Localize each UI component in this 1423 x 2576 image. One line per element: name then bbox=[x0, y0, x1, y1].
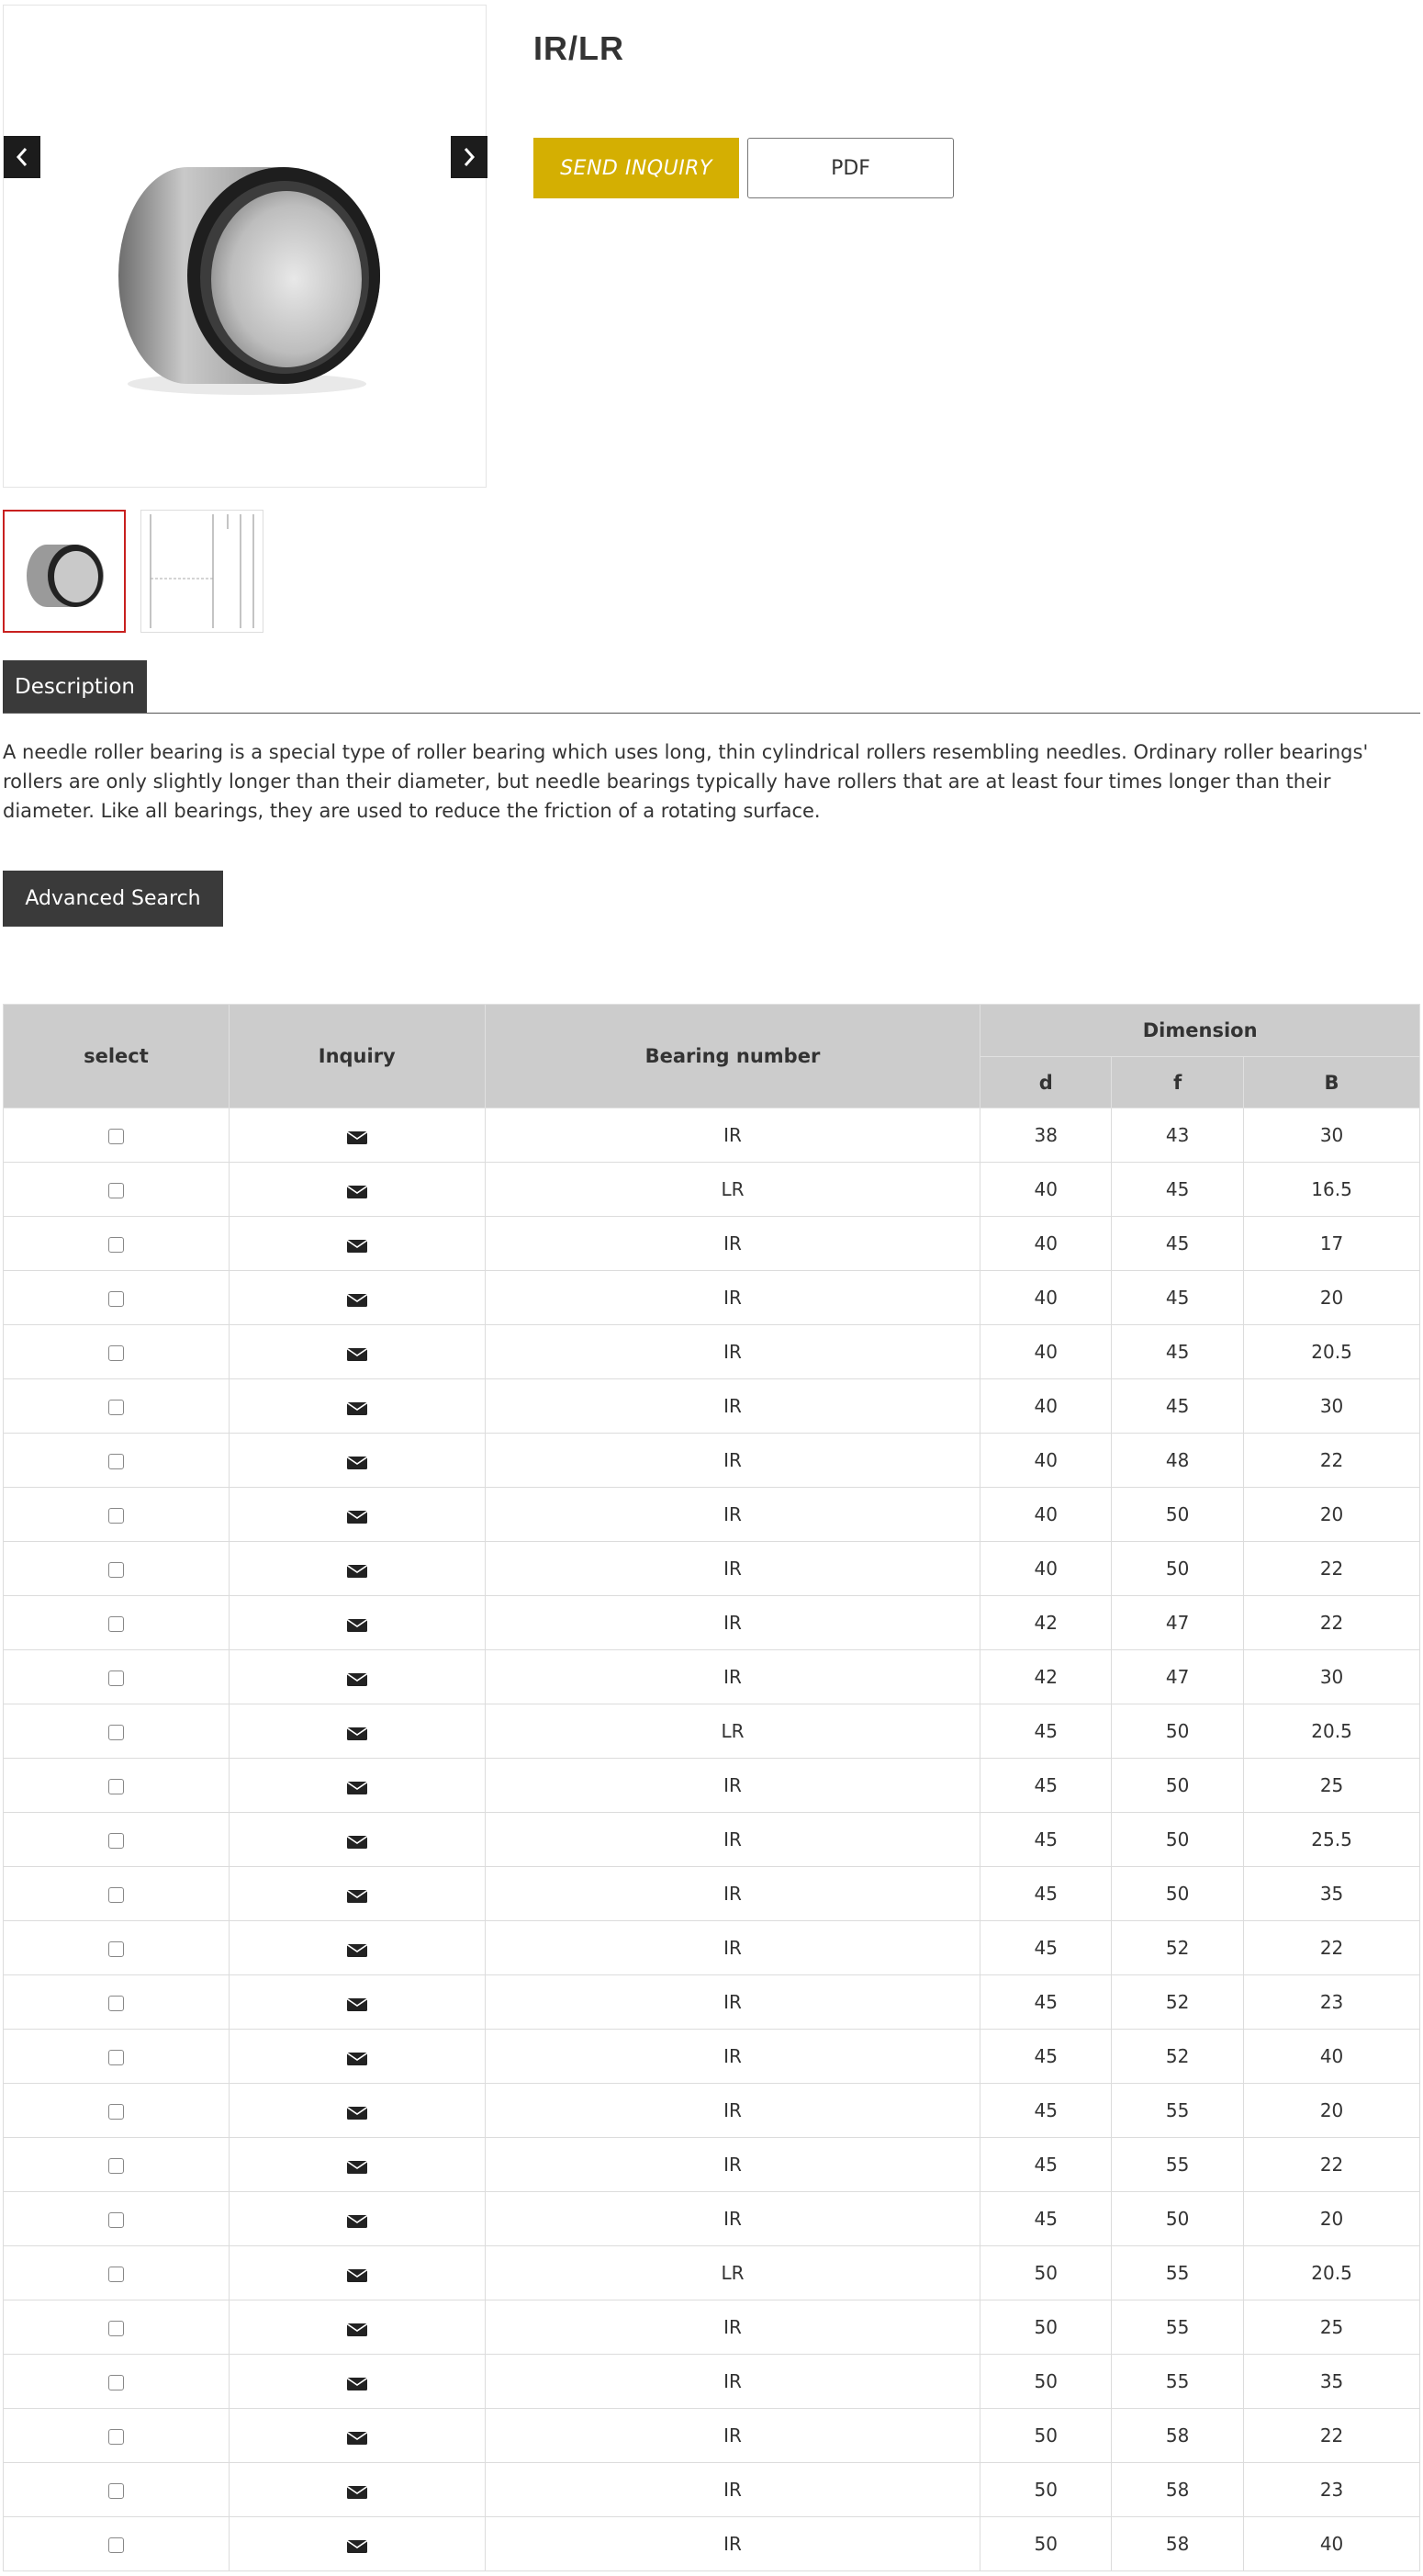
bearing-number-cell[interactable]: IR bbox=[485, 1596, 980, 1650]
dimension-B-cell: 22 bbox=[1244, 2138, 1420, 2192]
inquiry-cell bbox=[229, 1542, 485, 1596]
dimension-B-cell: 16.5 bbox=[1244, 1163, 1420, 1217]
dimension-B-cell: 30 bbox=[1244, 1379, 1420, 1434]
pdf-button[interactable]: PDF bbox=[747, 138, 954, 198]
row-select-checkbox[interactable] bbox=[108, 1345, 124, 1361]
table-row bbox=[4, 1975, 1420, 2030]
tab-description[interactable]: Description bbox=[3, 660, 147, 713]
thumbnail-bearing-photo[interactable] bbox=[3, 510, 126, 633]
row-select-checkbox[interactable] bbox=[108, 1833, 124, 1849]
dimension-B-cell: 30 bbox=[1244, 1650, 1420, 1704]
select-cell bbox=[4, 2084, 230, 2138]
header-d: d bbox=[980, 1057, 1112, 1108]
select-cell bbox=[4, 1813, 230, 1867]
inquiry-cell bbox=[229, 2300, 485, 2355]
bearing-table bbox=[3, 1004, 1420, 2571]
dimension-f-cell: 55 bbox=[1112, 2084, 1244, 2138]
select-cell bbox=[4, 1488, 230, 1542]
description-text: A needle roller bearing is a special type of roller bearing which uses long, thin cylindrical rollers resembling needles. Ordinary roller bearings' rollers are only slightly longer than their diameter, but needle bearings typically have rollers that are at least four times longer than their diameter. Like all bearings, they are used to reduce the friction of a rotating surface. bbox=[3, 741, 1369, 822]
table-row bbox=[4, 2517, 1420, 2571]
inquiry-cell bbox=[229, 1271, 485, 1325]
select-cell bbox=[4, 2030, 230, 2084]
dimension-B-cell: 22 bbox=[1244, 2409, 1420, 2463]
bearing-number-cell[interactable]: IR bbox=[485, 1813, 980, 1867]
mail-icon[interactable] bbox=[347, 1292, 367, 1307]
dimension-d-cell: 42 bbox=[980, 1596, 1112, 1650]
table-row bbox=[4, 2138, 1420, 2192]
dimension-B-cell: 25 bbox=[1244, 2300, 1420, 2355]
dimension-f-cell: 45 bbox=[1112, 1217, 1244, 1271]
inquiry-cell bbox=[229, 1921, 485, 1975]
mail-icon[interactable] bbox=[347, 1671, 367, 1686]
dimension-B-cell: 22 bbox=[1244, 1921, 1420, 1975]
mail-icon[interactable] bbox=[347, 2322, 367, 2336]
mail-icon[interactable] bbox=[347, 2484, 367, 2499]
row-select-checkbox[interactable] bbox=[108, 2212, 124, 2228]
select-cell bbox=[4, 1759, 230, 1813]
dimension-d-cell: 40 bbox=[980, 1271, 1112, 1325]
select-cell bbox=[4, 1163, 230, 1217]
select-cell bbox=[4, 1271, 230, 1325]
header-dimension: Dimension bbox=[980, 1005, 1420, 1057]
select-cell bbox=[4, 1704, 230, 1759]
mail-icon[interactable] bbox=[347, 1184, 367, 1198]
dimension-d-cell: 45 bbox=[980, 1975, 1112, 2030]
advanced-search-button[interactable]: Advanced Search bbox=[3, 871, 223, 927]
dimension-f-cell: 47 bbox=[1112, 1596, 1244, 1650]
bearing-number-cell[interactable]: IR bbox=[485, 1975, 980, 2030]
inquiry-cell bbox=[229, 2246, 485, 2300]
select-cell bbox=[4, 1542, 230, 1596]
dimension-d-cell: 40 bbox=[980, 1488, 1112, 1542]
row-select-checkbox[interactable] bbox=[108, 1291, 124, 1307]
dimension-B-cell: 20 bbox=[1244, 2084, 1420, 2138]
dimension-d-cell: 38 bbox=[980, 1108, 1112, 1163]
dimension-f-cell: 52 bbox=[1112, 1975, 1244, 2030]
row-select-checkbox[interactable] bbox=[108, 2158, 124, 2174]
dimension-d-cell: 45 bbox=[980, 2192, 1112, 2246]
dimension-f-cell: 50 bbox=[1112, 1867, 1244, 1921]
header-f: f bbox=[1112, 1057, 1244, 1108]
page-title: IR/LR bbox=[533, 29, 624, 67]
select-cell bbox=[4, 2355, 230, 2409]
mail-icon[interactable] bbox=[347, 1509, 367, 1524]
mail-icon[interactable] bbox=[347, 1834, 367, 1849]
row-select-checkbox[interactable] bbox=[108, 1670, 124, 1686]
row-select-checkbox[interactable] bbox=[108, 2104, 124, 2120]
description-tab-bar bbox=[3, 660, 1420, 714]
table-row bbox=[4, 2246, 1420, 2300]
select-cell bbox=[4, 2192, 230, 2246]
bearing-thumbnail-image bbox=[5, 512, 124, 631]
dimension-f-cell: 50 bbox=[1112, 1759, 1244, 1813]
bearing-number-cell[interactable]: IR bbox=[485, 2463, 980, 2517]
inquiry-cell bbox=[229, 2192, 485, 2246]
dimension-d-cell: 45 bbox=[980, 1867, 1112, 1921]
mail-icon[interactable] bbox=[347, 1563, 367, 1578]
dimension-f-cell: 55 bbox=[1112, 2246, 1244, 2300]
row-select-checkbox[interactable] bbox=[108, 1941, 124, 1957]
bearing-number-cell[interactable]: LR bbox=[485, 2246, 980, 2300]
dimension-B-cell: 20.5 bbox=[1244, 1325, 1420, 1379]
dimension-d-cell: 45 bbox=[980, 2084, 1112, 2138]
chevron-right-icon bbox=[462, 147, 476, 167]
header-inquiry: Inquiry bbox=[229, 1005, 485, 1108]
row-select-checkbox[interactable] bbox=[108, 2321, 124, 2336]
dimension-d-cell: 50 bbox=[980, 2300, 1112, 2355]
bearing-image bbox=[4, 6, 486, 487]
inquiry-cell bbox=[229, 2517, 485, 2571]
dimension-B-cell: 20.5 bbox=[1244, 2246, 1420, 2300]
dimension-B-cell: 20 bbox=[1244, 1488, 1420, 1542]
mail-icon[interactable] bbox=[347, 1942, 367, 1957]
dimension-d-cell: 45 bbox=[980, 1813, 1112, 1867]
table-row bbox=[4, 1759, 1420, 1813]
inquiry-cell bbox=[229, 1325, 485, 1379]
bearing-number-cell[interactable]: IR bbox=[485, 1434, 980, 1488]
inquiry-cell bbox=[229, 1379, 485, 1434]
bearing-number-cell[interactable]: IR bbox=[485, 1271, 980, 1325]
mail-icon[interactable] bbox=[347, 1997, 367, 2011]
table-row bbox=[4, 1867, 1420, 1921]
mail-icon[interactable] bbox=[347, 2267, 367, 2282]
mail-icon[interactable] bbox=[347, 1780, 367, 1794]
dimension-f-cell: 50 bbox=[1112, 1542, 1244, 1596]
bearing-number-cell[interactable]: IR bbox=[485, 1217, 980, 1271]
row-select-checkbox[interactable] bbox=[108, 1183, 124, 1198]
bearing-number-cell[interactable]: IR bbox=[485, 2138, 980, 2192]
dimension-B-cell: 35 bbox=[1244, 1867, 1420, 1921]
select-cell bbox=[4, 1596, 230, 1650]
bearing-number-cell[interactable]: LR bbox=[485, 1163, 980, 1217]
select-cell bbox=[4, 1867, 230, 1921]
bearing-number-cell[interactable]: IR bbox=[485, 2300, 980, 2355]
bearing-number-cell[interactable]: IR bbox=[485, 1650, 980, 1704]
bearing-number-cell[interactable]: IR bbox=[485, 2030, 980, 2084]
mail-icon[interactable] bbox=[347, 1400, 367, 1415]
dimension-f-cell: 45 bbox=[1112, 1271, 1244, 1325]
mail-icon[interactable] bbox=[347, 2430, 367, 2445]
table-row bbox=[4, 1813, 1420, 1867]
dimension-f-cell: 45 bbox=[1112, 1163, 1244, 1217]
bearing-number-cell[interactable]: IR bbox=[485, 1379, 980, 1434]
table-row bbox=[4, 1542, 1420, 1596]
dimension-d-cell: 50 bbox=[980, 2463, 1112, 2517]
inquiry-cell bbox=[229, 1704, 485, 1759]
inquiry-cell bbox=[229, 1650, 485, 1704]
inquiry-cell bbox=[229, 2463, 485, 2517]
dimension-B-cell: 23 bbox=[1244, 2463, 1420, 2517]
chevron-left-icon bbox=[15, 147, 29, 167]
bearing-number-cell[interactable]: IR bbox=[485, 2409, 980, 2463]
table-row bbox=[4, 1271, 1420, 1325]
table-row bbox=[4, 1379, 1420, 1434]
dimension-f-cell: 55 bbox=[1112, 2138, 1244, 2192]
header-select: select bbox=[4, 1005, 230, 1108]
dimension-d-cell: 45 bbox=[980, 2138, 1112, 2192]
dimension-f-cell: 45 bbox=[1112, 1325, 1244, 1379]
table-row bbox=[4, 2300, 1420, 2355]
inquiry-cell bbox=[229, 2138, 485, 2192]
dimension-d-cell: 50 bbox=[980, 2517, 1112, 2571]
dimension-f-cell: 58 bbox=[1112, 2409, 1244, 2463]
thumbnail-bearing-drawing[interactable] bbox=[140, 510, 263, 633]
dimension-f-cell: 55 bbox=[1112, 2300, 1244, 2355]
table-row bbox=[4, 2084, 1420, 2138]
row-select-checkbox[interactable] bbox=[108, 2483, 124, 2499]
dimension-f-cell: 50 bbox=[1112, 2192, 1244, 2246]
select-cell bbox=[4, 1975, 230, 2030]
bearing-number-cell[interactable]: IR bbox=[485, 2355, 980, 2409]
row-select-checkbox[interactable] bbox=[108, 1129, 124, 1144]
dimension-d-cell: 45 bbox=[980, 1704, 1112, 1759]
inquiry-cell bbox=[229, 1596, 485, 1650]
header-B: B bbox=[1244, 1057, 1420, 1108]
bearing-number-cell[interactable]: IR bbox=[485, 1542, 980, 1596]
row-select-checkbox[interactable] bbox=[108, 1725, 124, 1740]
bearing-number-cell[interactable]: IR bbox=[485, 1488, 980, 1542]
technical-drawing-image bbox=[141, 511, 263, 632]
dimension-f-cell: 45 bbox=[1112, 1379, 1244, 1434]
select-cell bbox=[4, 1325, 230, 1379]
row-select-checkbox[interactable] bbox=[108, 2375, 124, 2390]
dimension-f-cell: 47 bbox=[1112, 1650, 1244, 1704]
dimension-d-cell: 40 bbox=[980, 1542, 1112, 1596]
bearing-number-cell[interactable]: IR bbox=[485, 1108, 980, 1163]
bearing-number-cell[interactable]: IR bbox=[485, 2192, 980, 2246]
inquiry-cell bbox=[229, 1434, 485, 1488]
table-row bbox=[4, 1921, 1420, 1975]
row-select-checkbox[interactable] bbox=[108, 1779, 124, 1794]
select-cell bbox=[4, 1921, 230, 1975]
mail-icon[interactable] bbox=[347, 1455, 367, 1469]
mail-icon[interactable] bbox=[347, 1617, 367, 1632]
dimension-f-cell: 50 bbox=[1112, 1813, 1244, 1867]
send-inquiry-button[interactable]: SEND INQUIRY bbox=[533, 138, 739, 198]
select-cell bbox=[4, 2138, 230, 2192]
dimension-B-cell: 22 bbox=[1244, 1596, 1420, 1650]
inquiry-cell bbox=[229, 1867, 485, 1921]
bearing-number-cell[interactable]: LR bbox=[485, 1704, 980, 1759]
inquiry-cell bbox=[229, 1813, 485, 1867]
mail-icon[interactable] bbox=[347, 2538, 367, 2553]
dimension-d-cell: 50 bbox=[980, 2409, 1112, 2463]
dimension-f-cell: 58 bbox=[1112, 2463, 1244, 2517]
row-select-checkbox[interactable] bbox=[108, 1508, 124, 1524]
mail-icon[interactable] bbox=[347, 1888, 367, 1903]
table-row bbox=[4, 1163, 1420, 1217]
dimension-f-cell: 50 bbox=[1112, 1488, 1244, 1542]
dimension-B-cell: 30 bbox=[1244, 1108, 1420, 1163]
row-select-checkbox[interactable] bbox=[108, 2537, 124, 2553]
inquiry-cell bbox=[229, 2030, 485, 2084]
bearing-number-cell[interactable]: IR bbox=[485, 1921, 980, 1975]
select-cell bbox=[4, 2246, 230, 2300]
dimension-d-cell: 40 bbox=[980, 1163, 1112, 1217]
mail-icon[interactable] bbox=[347, 1238, 367, 1253]
table-row bbox=[4, 2409, 1420, 2463]
dimension-B-cell: 25.5 bbox=[1244, 1813, 1420, 1867]
dimension-d-cell: 40 bbox=[980, 1217, 1112, 1271]
dimension-d-cell: 40 bbox=[980, 1434, 1112, 1488]
inquiry-cell bbox=[229, 1488, 485, 1542]
row-select-checkbox[interactable] bbox=[108, 1996, 124, 2011]
thumbnail-strip bbox=[3, 510, 263, 633]
select-cell bbox=[4, 1108, 230, 1163]
dimension-B-cell: 22 bbox=[1244, 1542, 1420, 1596]
inquiry-cell bbox=[229, 1217, 485, 1271]
table-row bbox=[4, 1325, 1420, 1379]
dimension-d-cell: 40 bbox=[980, 1325, 1112, 1379]
dimension-f-cell: 48 bbox=[1112, 1434, 1244, 1488]
dimension-B-cell: 25 bbox=[1244, 1759, 1420, 1813]
dimension-B-cell: 40 bbox=[1244, 2030, 1420, 2084]
inquiry-cell bbox=[229, 2409, 485, 2463]
select-cell bbox=[4, 2517, 230, 2571]
mail-icon[interactable] bbox=[347, 2051, 367, 2065]
mail-icon[interactable] bbox=[347, 2213, 367, 2228]
dimension-d-cell: 45 bbox=[980, 2030, 1112, 2084]
mail-icon[interactable] bbox=[347, 1346, 367, 1361]
table-row bbox=[4, 2192, 1420, 2246]
mail-icon[interactable] bbox=[347, 2159, 367, 2174]
dimension-d-cell: 45 bbox=[980, 1759, 1112, 1813]
dimension-d-cell: 45 bbox=[980, 1921, 1112, 1975]
dimension-d-cell: 42 bbox=[980, 1650, 1112, 1704]
row-select-checkbox[interactable] bbox=[108, 2429, 124, 2445]
row-select-checkbox[interactable] bbox=[108, 1454, 124, 1469]
dimension-B-cell: 35 bbox=[1244, 2355, 1420, 2409]
row-select-checkbox[interactable] bbox=[108, 2050, 124, 2065]
product-gallery bbox=[3, 5, 487, 488]
dimension-B-cell: 20 bbox=[1244, 2192, 1420, 2246]
inquiry-cell bbox=[229, 1108, 485, 1163]
select-cell bbox=[4, 1434, 230, 1488]
dimension-d-cell: 40 bbox=[980, 1379, 1112, 1434]
dimension-d-cell: 50 bbox=[980, 2355, 1112, 2409]
row-select-checkbox[interactable] bbox=[108, 1887, 124, 1903]
table-row bbox=[4, 2355, 1420, 2409]
row-select-checkbox[interactable] bbox=[108, 2267, 124, 2282]
dimension-B-cell: 40 bbox=[1244, 2517, 1420, 2571]
bearing-number-cell[interactable]: IR bbox=[485, 1759, 980, 1813]
dimension-d-cell: 50 bbox=[980, 2246, 1112, 2300]
dimension-f-cell: 52 bbox=[1112, 1921, 1244, 1975]
select-cell bbox=[4, 2463, 230, 2517]
table-body bbox=[4, 1108, 1420, 2571]
dimension-f-cell: 55 bbox=[1112, 2355, 1244, 2409]
inquiry-cell bbox=[229, 1759, 485, 1813]
row-select-checkbox[interactable] bbox=[108, 1562, 124, 1578]
bearing-number-cell[interactable]: IR bbox=[485, 1867, 980, 1921]
select-cell bbox=[4, 1379, 230, 1434]
dimension-f-cell: 50 bbox=[1112, 1704, 1244, 1759]
inquiry-cell bbox=[229, 2084, 485, 2138]
bearing-number-cell[interactable]: IR bbox=[485, 1325, 980, 1379]
table-row bbox=[4, 2463, 1420, 2517]
gallery-next-button[interactable] bbox=[451, 136, 487, 178]
dimension-B-cell: 20 bbox=[1244, 1271, 1420, 1325]
row-select-checkbox[interactable] bbox=[108, 1400, 124, 1415]
table-row bbox=[4, 2030, 1420, 2084]
inquiry-cell bbox=[229, 1975, 485, 2030]
table-row bbox=[4, 1650, 1420, 1704]
dimension-f-cell: 43 bbox=[1112, 1108, 1244, 1163]
mail-icon[interactable] bbox=[347, 1130, 367, 1144]
mail-icon[interactable] bbox=[347, 2376, 367, 2390]
bearing-number-cell[interactable]: IR bbox=[485, 2517, 980, 2571]
table-row bbox=[4, 1108, 1420, 1163]
table-row bbox=[4, 1596, 1420, 1650]
bearing-number-cell[interactable]: IR bbox=[485, 2084, 980, 2138]
dimension-B-cell: 23 bbox=[1244, 1975, 1420, 2030]
gallery-prev-button[interactable] bbox=[4, 136, 40, 178]
dimension-B-cell: 22 bbox=[1244, 1434, 1420, 1488]
dimension-f-cell: 52 bbox=[1112, 2030, 1244, 2084]
dimension-B-cell: 20.5 bbox=[1244, 1704, 1420, 1759]
inquiry-cell bbox=[229, 1163, 485, 1217]
mail-icon[interactable] bbox=[347, 2105, 367, 2120]
header-bearing-number: Bearing number bbox=[485, 1005, 980, 1108]
table-row bbox=[4, 1488, 1420, 1542]
mail-icon[interactable] bbox=[347, 1726, 367, 1740]
row-select-checkbox[interactable] bbox=[108, 1616, 124, 1632]
table-row bbox=[4, 1704, 1420, 1759]
row-select-checkbox[interactable] bbox=[108, 1237, 124, 1253]
table-row bbox=[4, 1434, 1420, 1488]
dimension-B-cell: 17 bbox=[1244, 1217, 1420, 1271]
select-cell bbox=[4, 1217, 230, 1271]
select-cell bbox=[4, 2300, 230, 2355]
dimension-f-cell: 58 bbox=[1112, 2517, 1244, 2571]
select-cell bbox=[4, 2409, 230, 2463]
select-cell bbox=[4, 1650, 230, 1704]
table-row bbox=[4, 1217, 1420, 1271]
inquiry-cell bbox=[229, 2355, 485, 2409]
